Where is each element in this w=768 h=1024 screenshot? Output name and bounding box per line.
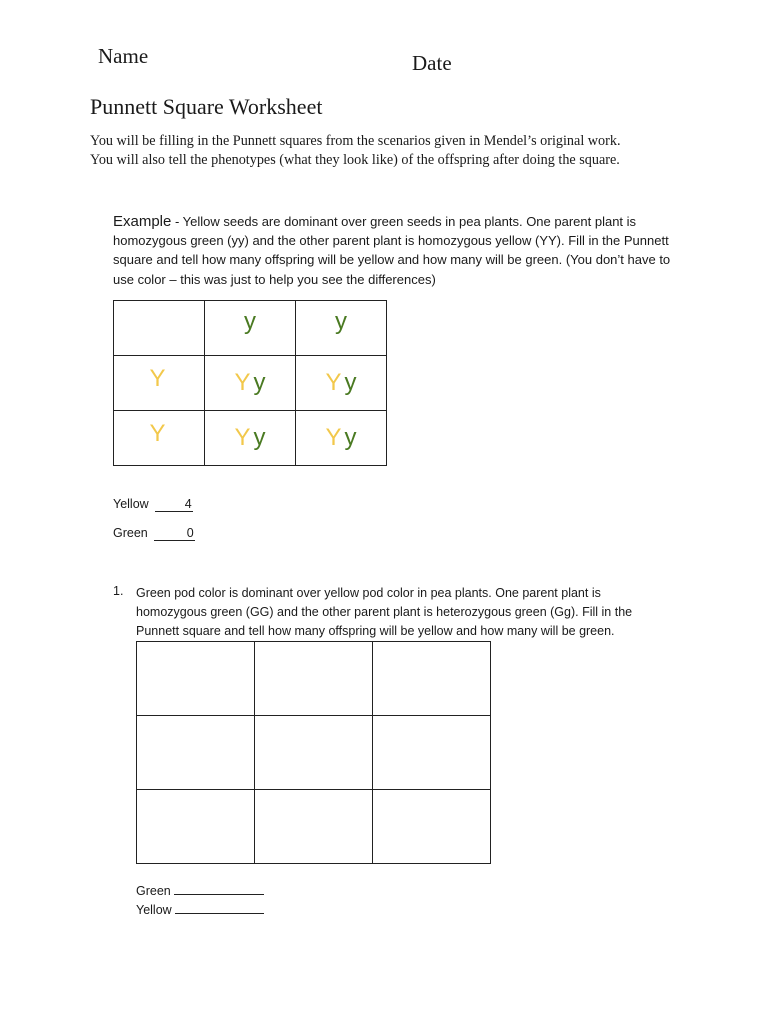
punnett-row	[137, 716, 491, 790]
intro-line-2: You will also tell the phenotypes (what they look like) of the offspring after doing the square.	[90, 152, 620, 168]
punnett-row-header: Y	[114, 411, 205, 466]
punnett-blank-cell[interactable]	[137, 642, 255, 716]
question-1-green-answer	[136, 882, 264, 898]
punnett-corner-cell	[114, 301, 205, 356]
example-label: Example	[113, 213, 172, 230]
yellow-count-label: Yellow	[113, 497, 149, 511]
question-1-yellow-answer	[136, 901, 264, 917]
yellow-answer-blank[interactable]	[175, 901, 264, 914]
name-label: Name	[98, 44, 149, 68]
intro-line-1: You will be filling in the Punnett squares from the scenarios given in Mendel’s original work.	[90, 133, 621, 149]
punnett-row	[137, 642, 491, 716]
example-paragraph	[113, 212, 683, 289]
question-1-number: 1.	[113, 584, 124, 598]
punnett-cell: Y y	[296, 411, 387, 466]
punnett-row	[137, 790, 491, 864]
punnett-blank-cell[interactable]	[255, 642, 373, 716]
punnett-cell: Y y	[205, 356, 296, 411]
punnett-blank-cell[interactable]	[255, 716, 373, 790]
punnett-header-row	[114, 301, 387, 356]
question-1-text: Green pod color is dominant over yellow pod color in pea plants. One parent plant is homozygous green (GG) and the other parent plant is heterozygous green (Gg). Fill in the Punnett square and tell how many offspring will be yellow and how many will be green.	[136, 586, 633, 638]
punnett-row	[114, 356, 387, 411]
intro-paragraph	[90, 132, 690, 170]
punnett-blank-cell[interactable]	[373, 642, 491, 716]
punnett-blank-cell[interactable]	[137, 790, 255, 864]
punnett-blank-cell[interactable]	[255, 790, 373, 864]
punnett-cell: Y y	[205, 411, 296, 466]
green-count-value: 0	[154, 527, 195, 541]
punnett-col-header: y	[205, 301, 296, 356]
punnett-col-header: y	[296, 301, 387, 356]
date-label: Date	[412, 51, 452, 75]
example-text: - Yellow seeds are dominant over green seeds in pea plants. One parent plant is homozygous green (yy) and the other parent plant is homozygous yellow (YY). Fill in the Punnett square and tell how many offspring will be yellow and how many will be green. (You don’t have to use color – this was just to help you see the differences)	[113, 214, 671, 287]
example-green-count	[113, 526, 195, 541]
punnett-blank-cell[interactable]	[373, 790, 491, 864]
green-answer-blank[interactable]	[174, 882, 264, 895]
punnett-cell: Y y	[296, 356, 387, 411]
green-count-label: Green	[113, 526, 148, 540]
punnett-row-header: Y	[114, 356, 205, 411]
punnett-row	[114, 411, 387, 466]
yellow-answer-label: Yellow	[136, 903, 172, 917]
punnett-blank-cell[interactable]	[137, 716, 255, 790]
green-answer-label: Green	[136, 884, 171, 898]
example-yellow-count	[113, 497, 193, 512]
page-title: Punnett Square Worksheet	[90, 94, 323, 119]
punnett-blank-cell[interactable]	[373, 716, 491, 790]
question-1-punnett-square	[136, 641, 491, 864]
example-punnett-square	[113, 300, 387, 466]
yellow-count-value: 4	[155, 498, 193, 512]
